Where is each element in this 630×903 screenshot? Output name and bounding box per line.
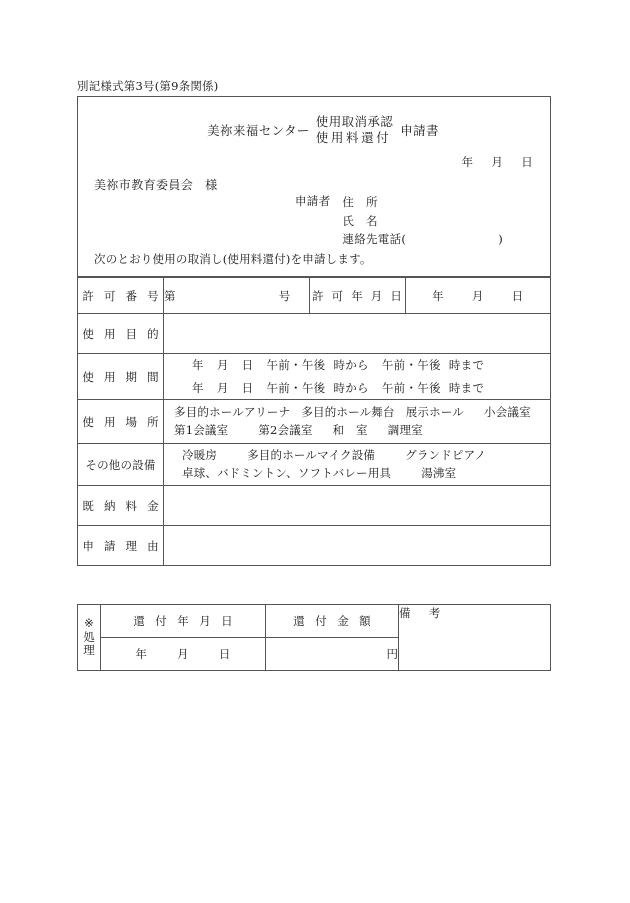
addressee-honorific: 様: [205, 178, 218, 192]
processing-header-row: [78, 605, 551, 638]
usage-period-label: 使 用 期 間: [78, 354, 164, 400]
facility-name: 美祢来福センター: [207, 123, 310, 138]
permit-date-label: 許 可 年 月 日: [309, 278, 405, 314]
period1-day: 日: [241, 358, 254, 373]
usage-place-field[interactable]: [164, 400, 551, 444]
table-row-usage-place: [78, 400, 551, 444]
processing-mark-symbol: ※: [84, 616, 94, 631]
applicant-tel-label-close: ): [498, 232, 503, 247]
applicant-address-row: [342, 193, 503, 212]
period2-ampm-to: 午前・午後: [381, 380, 441, 395]
title-stacked-lines: [316, 114, 393, 146]
other-equipment-line-2: [182, 465, 550, 482]
remarks-header: 備 考: [399, 606, 444, 620]
refund-amount-header: 還 付 金 額: [266, 605, 399, 638]
application-detail-table: [77, 277, 551, 566]
paid-fee-label: 既 納 料 金: [78, 486, 164, 526]
usage-period-line-2: [192, 377, 550, 399]
permit-month-label: 月: [471, 288, 484, 303]
period1-to: 時まで: [448, 358, 485, 373]
application-reason-field[interactable]: [164, 526, 551, 566]
place-option-stage[interactable]: 多目的ホール舞台: [301, 405, 395, 420]
submission-month-label: 月: [491, 155, 504, 169]
application-reason-label: 申 請 理 由: [78, 526, 164, 566]
other-equipment-field[interactable]: [164, 444, 551, 486]
period1-ampm-from: 午前・午後: [266, 358, 326, 373]
place-option-japanese-room[interactable]: 和 室: [332, 422, 368, 437]
usage-period-field[interactable]: [164, 354, 551, 400]
equipment-option-microphone[interactable]: 多目的ホールマイク設備: [247, 448, 376, 463]
applicant-tel-label-open: 連絡先電話(: [342, 232, 407, 247]
usage-place-label: 使 用 場 所: [78, 400, 164, 444]
refund-amount-field[interactable]: [266, 638, 399, 671]
period2-day: 日: [241, 380, 254, 395]
processing-mark-cell: [78, 605, 101, 671]
refund-day-label: 日: [218, 647, 231, 661]
title-line-2: 使用料還付: [315, 130, 392, 145]
table-row-other-equipment: [78, 444, 551, 486]
place-option-arena[interactable]: 多目的ホールアリーナ: [174, 405, 291, 420]
refund-amount-unit: 円: [386, 647, 398, 661]
place-option-kitchen[interactable]: 調理室: [387, 422, 423, 437]
permit-number-suffix: 号: [278, 288, 291, 303]
permit-number-field[interactable]: [164, 278, 310, 314]
permit-year-label: 年: [432, 288, 444, 303]
permit-number-label: 許 可 番 号: [78, 278, 164, 314]
document-title: [78, 114, 552, 146]
permit-date-field[interactable]: [405, 278, 551, 314]
equipment-option-sports-gear[interactable]: 卓球、バドミントン、ソフトバレー用具: [182, 465, 392, 480]
usage-purpose-field[interactable]: [164, 314, 551, 354]
table-row-permit-number: [78, 278, 551, 314]
paid-fee-field[interactable]: [164, 486, 551, 526]
equipment-option-air-conditioning[interactable]: 冷暖房: [182, 448, 218, 463]
remarks-cell[interactable]: [399, 605, 551, 671]
table-row-usage-period: [78, 354, 551, 400]
other-equipment-label: その他の設備: [78, 444, 164, 486]
period2-to: 時まで: [448, 380, 485, 395]
usage-place-line-1: [174, 404, 550, 421]
other-equipment-line-1: [182, 447, 550, 464]
permit-number-prefix: 第: [164, 288, 176, 303]
addressee-name: 美祢市教育委員会: [94, 178, 194, 192]
applicant-tel-row: [342, 230, 503, 249]
title-line-1: 使用取消承認: [315, 114, 394, 129]
usage-place-line-2: [174, 422, 550, 439]
equipment-option-hot-water-room[interactable]: 湯沸室: [421, 465, 457, 480]
processing-table: [77, 604, 551, 671]
equipment-option-grand-piano[interactable]: グランドピアノ: [405, 448, 487, 463]
applicant-block: [295, 193, 503, 249]
usage-period-line-1: [192, 354, 550, 376]
table-row-paid-fee: [78, 486, 551, 526]
permit-day-label: 日: [511, 288, 524, 303]
applicant-address-label: 住 所: [342, 195, 378, 209]
table-row-application-reason: [78, 526, 551, 566]
processing-mark-char-1: 処: [83, 629, 95, 644]
period1-ampm-to: 午前・午後: [381, 358, 441, 373]
refund-year-label: 年: [135, 647, 148, 661]
applicant-label: 申請者: [295, 194, 331, 208]
period2-ampm-from: 午前・午後: [266, 380, 326, 395]
place-option-meeting-room-1[interactable]: 第1会議室: [174, 422, 229, 437]
period1-month: 月: [216, 358, 229, 373]
header-box: [77, 96, 551, 277]
submission-date-line: [462, 154, 533, 170]
addressee: [94, 176, 218, 193]
place-option-meeting-room-2[interactable]: 第2会議室: [258, 422, 313, 437]
period1-from: 時から: [333, 358, 369, 373]
title-suffix: 申請書: [400, 123, 439, 138]
usage-purpose-label: 使 用 目 的: [78, 314, 164, 354]
form-number: 別記様式第3号(第9条関係): [77, 79, 219, 93]
refund-date-field[interactable]: [101, 638, 266, 671]
table-row-usage-purpose: [78, 314, 551, 354]
refund-month-label: 月: [177, 647, 189, 661]
period1-year: 年: [192, 358, 204, 373]
place-option-small-meeting-room[interactable]: 小会議室: [483, 405, 531, 420]
applicant-name-row: [342, 212, 503, 231]
application-statement: 次のとおり使用の取消し(使用料還付)を申請します。: [94, 252, 372, 266]
refund-date-header: 還 付 年 月 日: [101, 605, 266, 638]
processing-mark-char-2: 理: [83, 643, 95, 658]
submission-day-label: 日: [521, 155, 533, 169]
period2-year: 年: [192, 380, 204, 395]
period2-from: 時から: [333, 380, 369, 395]
applicant-name-label: 氏 名: [342, 213, 378, 228]
submission-year-label: 年: [461, 155, 474, 169]
period2-month: 月: [216, 380, 229, 395]
place-option-exhibition-hall[interactable]: 展示ホール: [405, 405, 464, 420]
